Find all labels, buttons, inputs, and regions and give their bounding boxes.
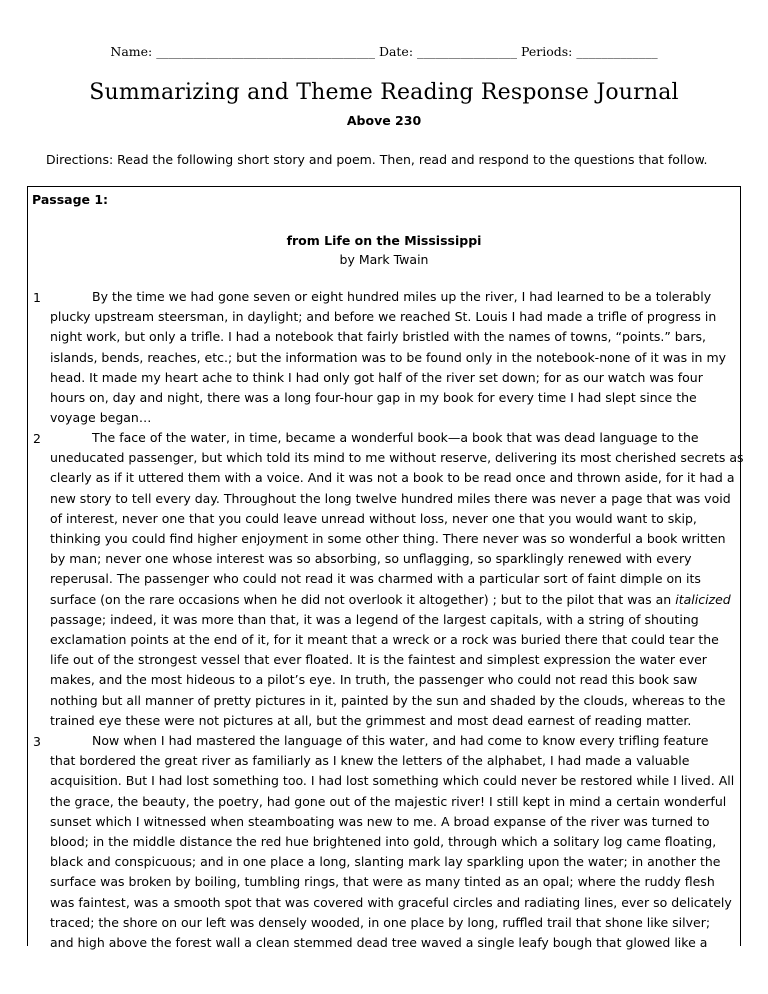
italic-word: italicized bbox=[675, 591, 731, 607]
paragraph-line: The face of the water, in time, became a wonderful book—a book that was dead language to the bbox=[92, 430, 699, 445]
paragraph-number: 2 bbox=[33, 431, 41, 446]
paragraph-number: 3 bbox=[33, 734, 41, 749]
paragraph-line: acquisition. But I had lost something too. I had lost something which could never be restored while I lived. All bbox=[50, 773, 735, 789]
paragraph-line: islands, bends, reaches, etc.; but the information was to be found only in the notebook-none of it was in my bbox=[50, 349, 727, 365]
paragraph-line: was faintest, was a smooth spot that was covered with graceful circles and radiating lines, ever so delicately bbox=[50, 894, 732, 910]
paragraph-line: and high above the forest wall a clean stemmed dead tree waved a single leafy bough that glowed like a bbox=[50, 935, 708, 951]
paragraph-line: nothing but all manner of pretty pictures in it, painted by the sun and shaded by the clouds, whereas to the bbox=[50, 692, 726, 708]
paragraph-line: that bordered the great river as familiarly as I knew the letters of the alphabet, I had made a valuable bbox=[50, 753, 690, 769]
paragraph-line: surface was broken by boiling, tumbling rings, that were as many tinted as an opal; where the ruddy flesh bbox=[50, 874, 715, 890]
paragraph-line: Now when I had mastered the language of this water, and had come to know every trifling feature bbox=[92, 733, 709, 748]
story-title: from Life on the Mississippi bbox=[286, 233, 482, 248]
paragraph-line: uneducated passenger, but which told its mind to me without reserve, delivering its most cherished secrets as bbox=[50, 450, 744, 466]
story-author: by Mark Twain bbox=[339, 252, 429, 267]
paragraph-line: life out of the strongest vessel that ever floated. It is the faintest and simplest expression the water ever bbox=[50, 652, 707, 668]
paragraph-line: night work, but only a trifle. I had a notebook that fairly bristled with the names of towns, “points.” bars, bbox=[50, 329, 707, 345]
paragraph-line: By the time we had gone seven or eight hundred miles up the river, I had learned to be a tolerably bbox=[92, 289, 712, 304]
passage-label: Passage 1: bbox=[32, 192, 109, 207]
paragraph-line: head. It made my heart ache to think I had only got half of the river set down; for as our watch was four bbox=[50, 369, 703, 385]
paragraph-line: exclamation points at the end of it, for it meant that a wreck or a rock was buried there that could tear the bbox=[50, 632, 719, 648]
paragraph-line: traced; the shore on our left was densely wooded, in one place by long, ruffled trail that shone like silver; bbox=[50, 914, 711, 930]
paragraph-3 bbox=[50, 731, 736, 953]
paragraph-line: black and conspicuous; and in one place a long, slanting mark lay sparkling upon the water; in another the bbox=[50, 854, 721, 870]
paragraph-line: hours on, day and night, there was a long four-hour gap in my book for every time I had slept since the bbox=[50, 390, 697, 406]
paragraph-line bbox=[50, 590, 736, 610]
paragraph-line: reperusal. The passenger who could not read it was charmed with a particular sort of faint dimple on its bbox=[50, 571, 701, 587]
directions-text: Directions: Read the following short story and poem. Then, read and respond to the questions that follow. bbox=[46, 152, 708, 167]
paragraph-2 bbox=[50, 428, 744, 731]
paragraph-line: of interest, never one that you could leave unread without loss, never one that you would want to skip, bbox=[50, 510, 697, 526]
paragraph-1 bbox=[50, 287, 736, 428]
paragraph-line: new story to tell every day. Throughout the long twelve hundred miles there was never a page that was void bbox=[50, 490, 731, 506]
page-title: Summarizing and Theme Reading Response Journal bbox=[89, 80, 679, 105]
page-subtitle: Above 230 bbox=[346, 113, 422, 128]
paragraph-line: blood; in the middle distance the red hue brightened into gold, through which a solitary log came floating, bbox=[50, 834, 717, 850]
paragraph-line: trained eye these were not pictures at all, but the grimmest and most dead earnest of reading matter. bbox=[50, 712, 692, 728]
paragraph-line: passage; indeed, it was more than that, it was a legend of the largest capitals, with a string of shouting bbox=[50, 611, 699, 627]
paragraph-line: voyage began… bbox=[50, 410, 152, 426]
paragraph-number: 1 bbox=[33, 290, 41, 305]
paragraph-line: clearly as if it uttered them with a voice. And it was not a book to be read once and thrown aside, for it had a bbox=[50, 470, 735, 486]
paragraph-line: sunset which I witnessed when steamboating was new to me. A broad expanse of the river was turned to bbox=[50, 813, 710, 829]
student-info-line: Name: ___________________________________ Date: ________________ Periods: _____________ bbox=[110, 44, 658, 59]
paragraph-line-text: surface (on the rare occasions when he did not overlook it altogether) ; but to the pilot that was an bbox=[50, 591, 672, 607]
paragraph-line: thinking you could find higher enjoyment in some other thing. There never was so wonderful a book written bbox=[50, 531, 726, 547]
paragraph-line: plucky upstream steersman, in daylight; and before we reached St. Louis I had made a trifle of progress in bbox=[50, 309, 717, 325]
paragraph-line: makes, and the most hideous to a pilot’s eye. In truth, the passenger who could not read this book saw bbox=[50, 672, 698, 688]
paragraph-line: the grace, the beauty, the poetry, had gone out of the majestic river! I still kept in mind a certain wonderful bbox=[50, 793, 727, 809]
paragraph-line: by man; never one whose interest was so absorbing, so unflagging, so sparklingly renewed with every bbox=[50, 551, 692, 567]
